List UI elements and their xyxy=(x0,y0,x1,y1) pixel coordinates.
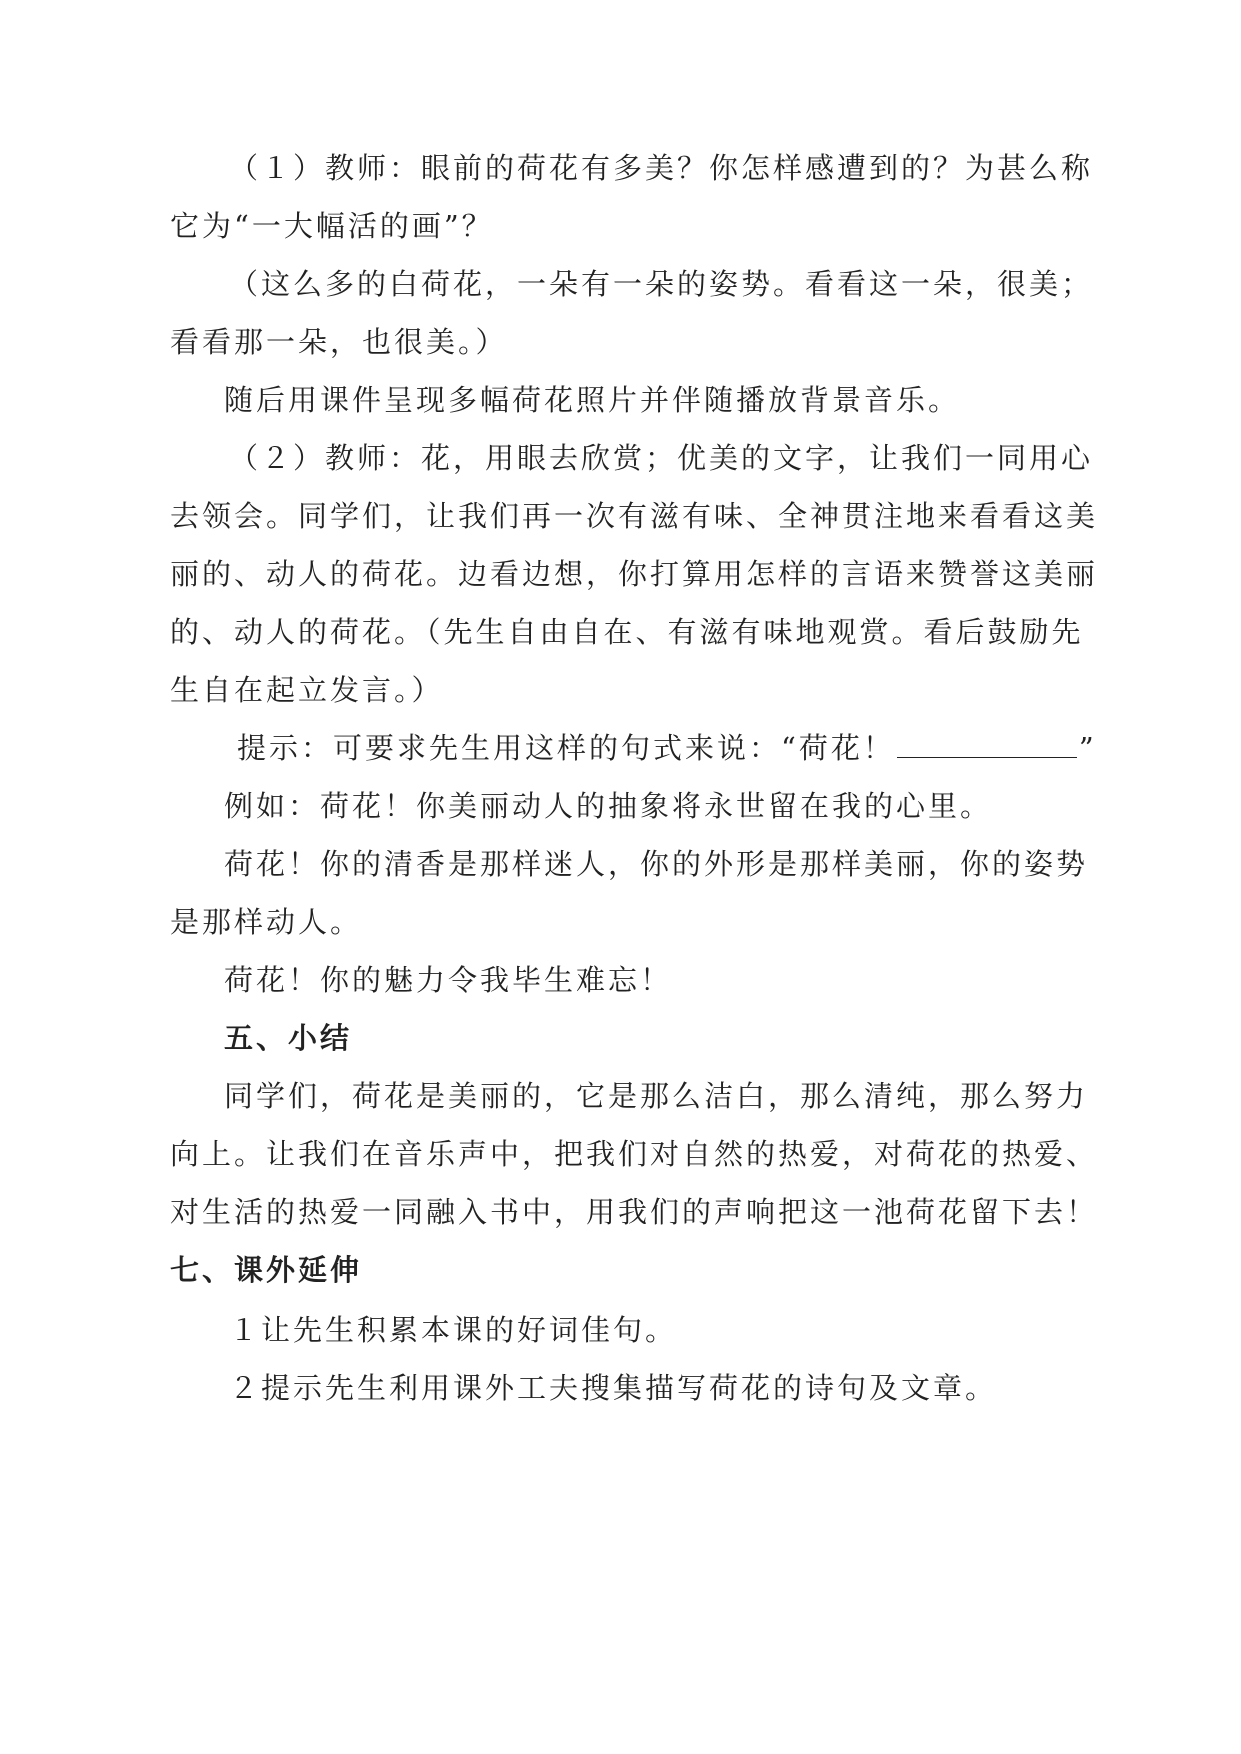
paragraph-hint xyxy=(237,728,1097,768)
paragraph-summary-line-3: 对生活的热爱一同融入书中，用我们的声响把这一池荷花留下去！ xyxy=(170,1195,1099,1229)
list-item-1: １让先生积累本课的好词佳句。 xyxy=(229,1313,678,1347)
hint-text: 提示：可要求先生用这样的句式来说：“荷花！ xyxy=(237,731,895,765)
paragraph-teacher-question-line-1: （１）教师：眼前的荷花有多美？你怎样感遭到的？为甚么称 xyxy=(229,151,1094,185)
paragraph-teacher-prompt-line-5: 生自在起立发言。） xyxy=(170,673,444,707)
paragraph-example-3: 荷花！你的魅力令我毕生难忘！ xyxy=(224,963,673,997)
paragraph-example-2-line-1: 荷花！你的清香是那样迷人，你的外形是那样美丽，你的姿势 xyxy=(224,847,1089,881)
paragraph-teacher-question-line-2: 它为“一大幅活的画”？ xyxy=(170,209,494,243)
paragraph-example: 例如：荷花！你美丽动人的抽象将永世留在我的心里。 xyxy=(224,789,993,823)
paragraph-teacher-prompt-line-1: （２）教师：花，用眼去欣赏；优美的文字，让我们一同用心 xyxy=(229,441,1094,475)
fill-in-blank xyxy=(897,731,1077,758)
paragraph-summary-line-2: 向上。让我们在音乐声中，把我们对自然的热爱，对荷花的热爱、 xyxy=(170,1137,1099,1171)
paragraph-teacher-prompt-line-3: 丽的、动人的荷花。边看边想，你打算用怎样的言语来赞誉这美丽 xyxy=(170,557,1099,591)
paragraph-answer-line-2: 看看那一朵，也很美。） xyxy=(170,325,508,359)
paragraph-summary-line-1: 同学们，荷花是美丽的，它是那么洁白，那么清纯，那么努力 xyxy=(224,1079,1089,1113)
hint-closing-quote: ” xyxy=(1078,731,1097,765)
paragraph-teacher-prompt-line-4: 的、动人的荷花。（先生自由自在、有滋有味地观赏。看后鼓励先 xyxy=(170,615,1084,649)
paragraph-courseware: 随后用课件呈现多幅荷花照片并伴随播放背景音乐。 xyxy=(224,383,961,417)
paragraph-teacher-prompt-line-2: 去领会。同学们，让我们再一次有滋有味、全神贯注地来看看这美 xyxy=(170,499,1099,533)
paragraph-answer-line-1: （这么多的白荷花，一朵有一朵的姿势。看看这一朵，很美； xyxy=(229,267,1094,301)
list-item-2: ２提示先生利用课外工夫搜集描写荷花的诗句及文章。 xyxy=(229,1371,998,1405)
paragraph-example-2-line-2: 是那样动人。 xyxy=(170,905,363,939)
heading-summary: 五、小结 xyxy=(224,1021,353,1055)
heading-extension: 七、课外延伸 xyxy=(170,1253,363,1287)
